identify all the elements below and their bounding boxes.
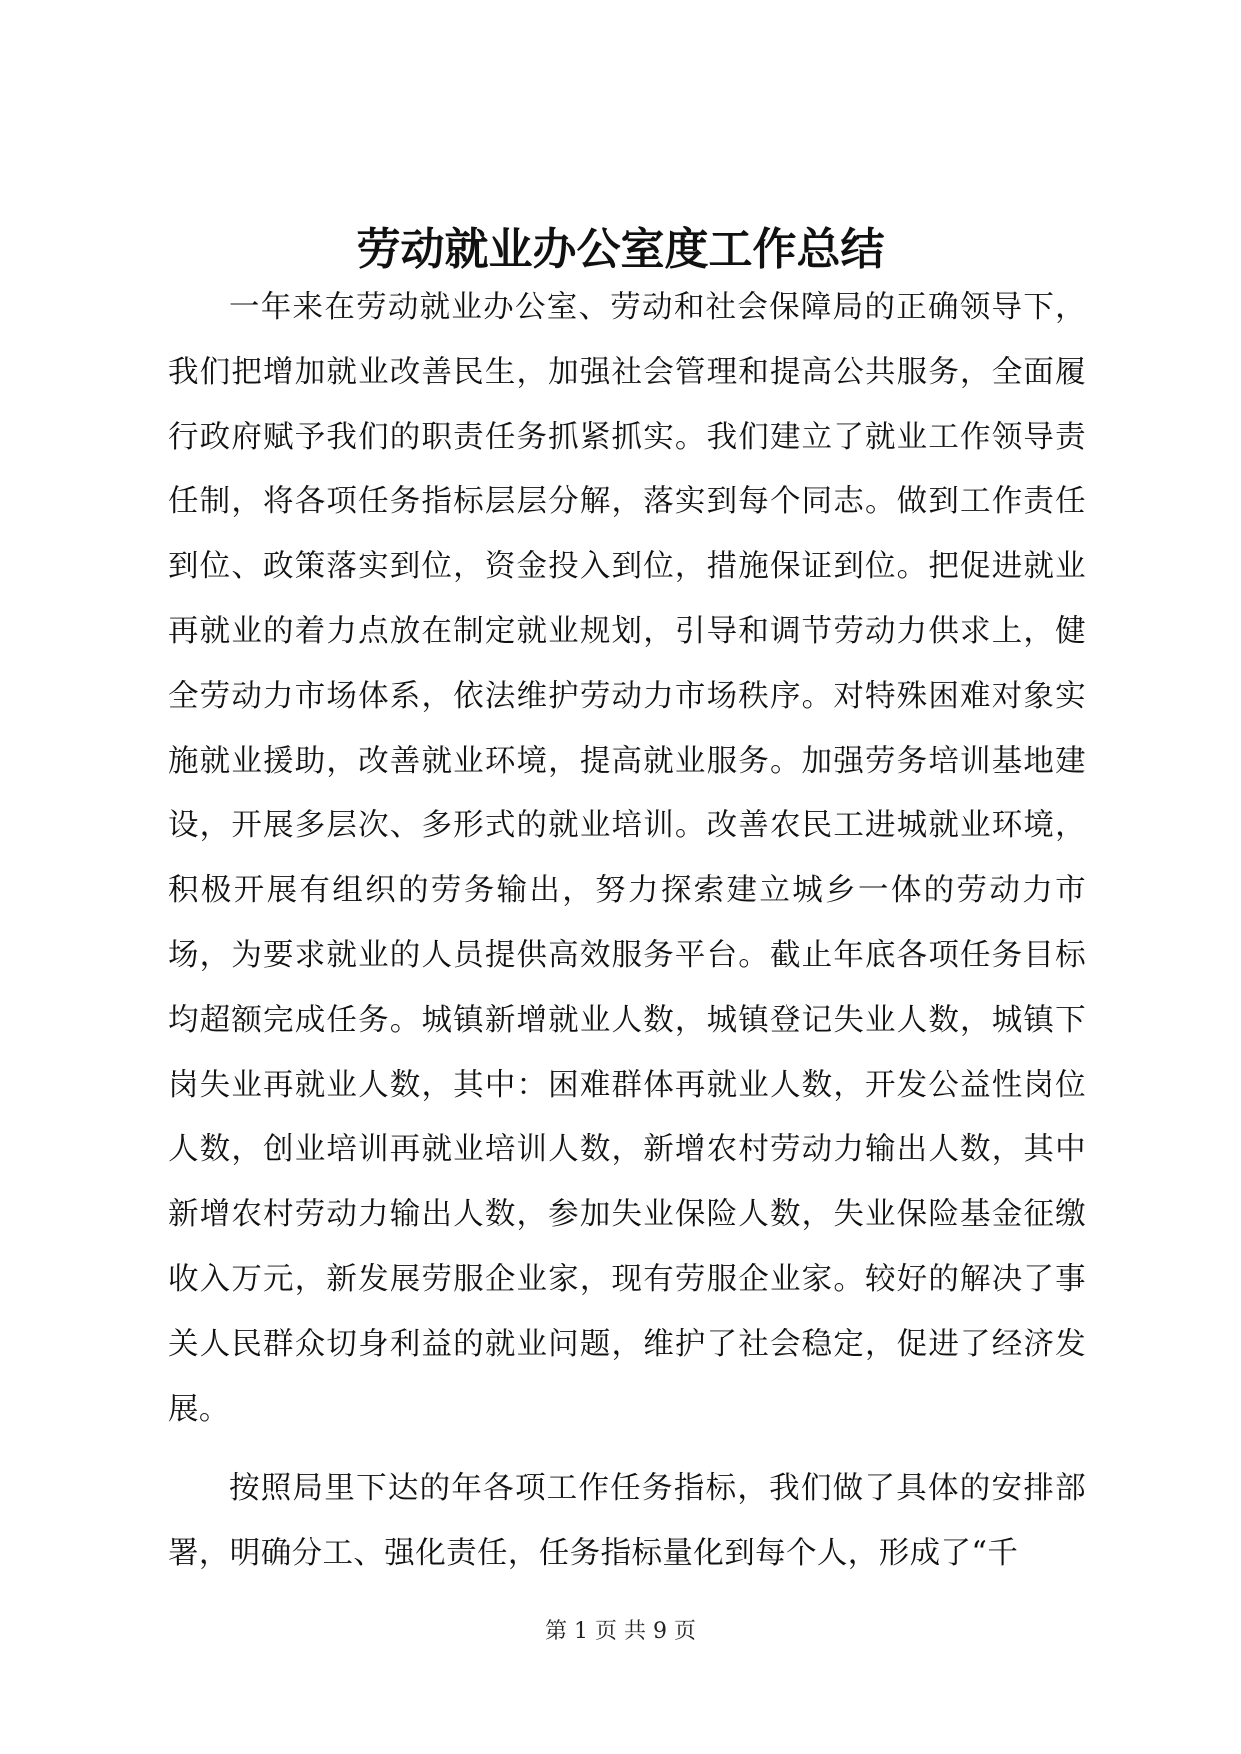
paragraph-2: 按照局里下达的年各项工作任务指标，我们做了具体的安排部署，明确分工、强化责任，任务指标量化到每个人，形成了“千 [168,1471,1086,1572]
document-title: 劳动就业办公室度工作总结 [356,224,885,275]
paragraph-1: 一年来在劳动就业办公室、劳动和社会保障局的正确领导下，我们把增加就业改善民生，加强社会管理和提高公共服务，全面履行政府赋予我们的职责任务抓紧抓实。我们建立了就业工作领导责任制，将各项任务指标层层分解，落实到每个同志。做到工作责任到位、政策落实到位，资金投入到位，措施保证到位。把促进就业再就业的着力点放在制定就业规划，引导和调节劳动力供求上，健全劳动力市场体系，依法维护劳动力市场秩序。对特殊困难对象实施就业援助，改善就业环境，提高就业服务。加强劳务培训基地建设，开展多层次、多形式的就业培训。改善农民工进城就业环境，积极开展有组织的劳务输出，努力探索建立城乡一体的劳动力市场，为要求就业的人员提供高效服务平台。截止年底各项任务目标均超额完成任务。城镇新增就业人数，城镇登记失业人数，城镇下岗失业再就业人数，其中：困难群体再就业人数，开发公益性岗位人数，创业培训再就业培训人数，新增农村劳动力输出人数，其中新增农村劳动力输出人数，参加失业保险人数，失业保险基金征缴收入万元，新发展劳服企业家，现有劳服企业家。较好的解决了事关人民群众切身利益的就业问题，维护了社会稳定，促进了经济发展。 [168,290,1086,1427]
page-number-footer: 第 1 页 共 9 页 [545,1619,696,1644]
document-body [168,276,1086,1587]
